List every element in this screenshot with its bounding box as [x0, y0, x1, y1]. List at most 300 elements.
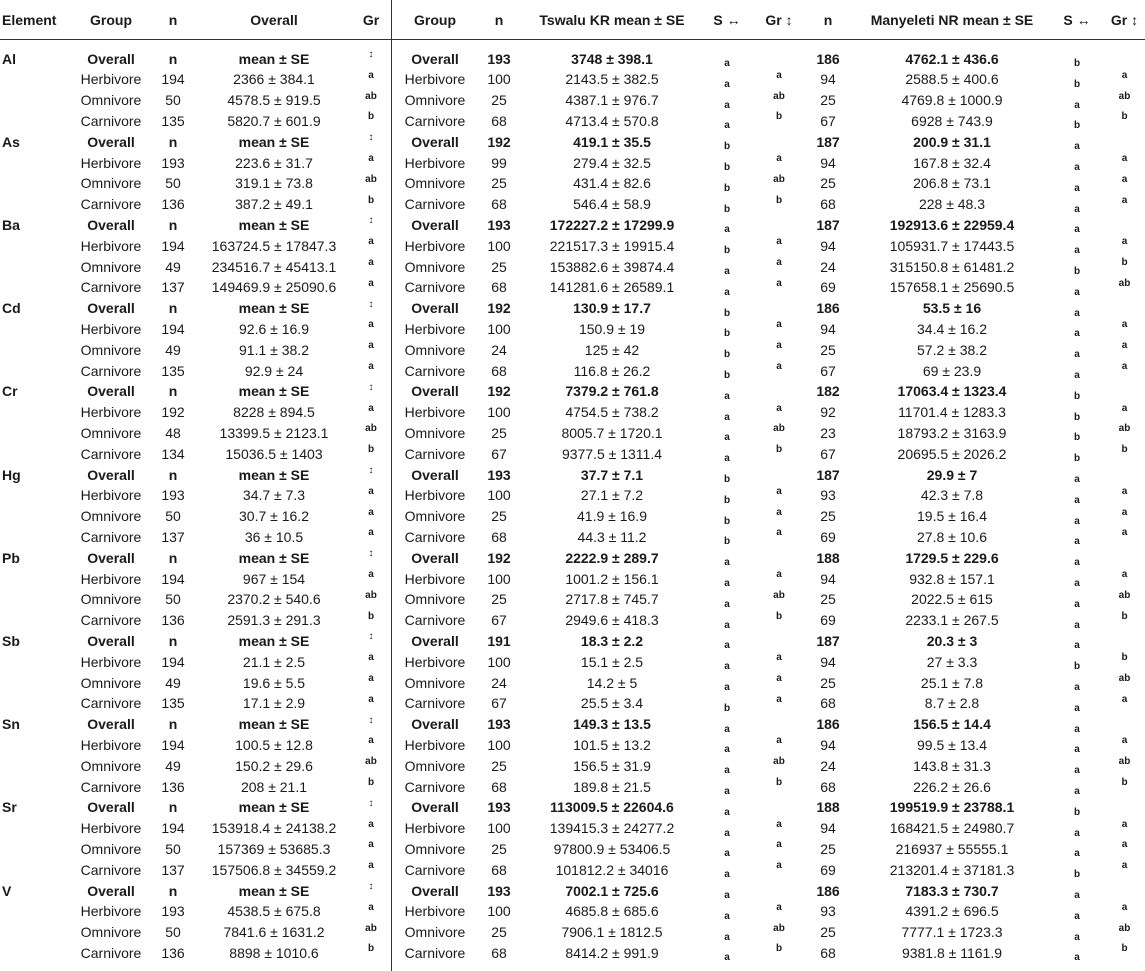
cell-m-gr: a [1121, 901, 1128, 913]
cell-overall: mean ± SE [238, 882, 310, 899]
cell-t-mean: 130.9 ± 17.7 [573, 300, 651, 317]
cell-t-mean: 37.7 ± 7.1 [580, 466, 644, 483]
cell-t-gr: a [776, 693, 782, 705]
cell-t-s: a [724, 723, 730, 735]
cell-overall: mean ± SE [238, 632, 310, 649]
cell-t-gr: a [776, 340, 782, 352]
cell-t-gr: a [776, 236, 782, 248]
cell-m-n: 68 [820, 944, 836, 961]
cell-gr: a [368, 527, 374, 539]
table-row [0, 422, 1145, 443]
cell-overall: mean ± SE [238, 799, 310, 816]
cell-m-s: b [1073, 266, 1081, 277]
cell-t-gr: a [776, 901, 782, 913]
cell-t-n: 68 [491, 362, 507, 379]
cell-t-n: 68 [491, 112, 507, 129]
table-row [0, 651, 1145, 672]
cell-t-gr [756, 214, 802, 236]
cell-m-mean: 156.5 ± 14.4 [913, 716, 991, 733]
cell-m-mean: 216937 ± 55555.1 [895, 840, 1009, 857]
cell-group: Omnivore [80, 508, 142, 525]
cell-t-gr [756, 547, 802, 569]
cell-m-n: 186 [816, 300, 840, 317]
cell-n: n [168, 466, 178, 483]
cell-m-mean: 228 ± 48.3 [918, 196, 986, 213]
cell-m-gr: ab [1118, 423, 1131, 435]
cell-t-s: b [723, 370, 731, 381]
cell-m-gr: a [1121, 69, 1128, 81]
cell-m-s: a [1074, 286, 1080, 298]
cell-t-gr: ab [773, 423, 785, 435]
cell-t-s: a [724, 99, 730, 111]
cell-t-gr [756, 48, 802, 70]
cell-t-n: 67 [491, 612, 507, 629]
cell-gr: ↕ [368, 215, 374, 227]
cell-n: 135 [161, 695, 185, 712]
cell-m-n: 94 [820, 237, 836, 254]
cell-t-group: Omnivore [404, 674, 466, 691]
cell-m-n: 93 [820, 487, 836, 504]
cell-m-n: 186 [816, 50, 840, 67]
cell-overall: mean ± SE [238, 549, 310, 566]
table-row [0, 194, 1145, 215]
table-row [0, 942, 1145, 963]
element-label: Sn [2, 716, 20, 733]
cell-t-group: Overall [411, 799, 459, 816]
cell-n: 50 [165, 924, 181, 941]
cell-group: Omnivore [80, 341, 142, 358]
table-row-overall [0, 131, 1145, 152]
cell-m-gr: a [1121, 485, 1128, 497]
cell-t-group: Herbivore [404, 487, 466, 504]
table-row [0, 339, 1145, 360]
cell-gr: ↕ [368, 381, 374, 393]
element-label: Al [2, 50, 16, 67]
cell-t-group: Herbivore [404, 903, 466, 920]
cell-t-n: 192 [487, 549, 511, 566]
cell-group: Overall [87, 882, 135, 899]
cell-m-mean: 7183.3 ± 730.7 [905, 882, 999, 899]
table-row [0, 922, 1145, 943]
header-element: Element [2, 11, 57, 28]
table-row [0, 859, 1145, 880]
cell-t-gr: ab [773, 922, 785, 934]
cell-overall: mean ± SE [238, 133, 310, 150]
cell-t-n: 24 [491, 341, 507, 358]
cell-overall: mean ± SE [238, 300, 310, 317]
cell-overall: mean ± SE [238, 466, 310, 483]
cell-m-s: a [1074, 328, 1080, 340]
cell-m-s: a [1074, 848, 1080, 860]
cell-t-n: 68 [491, 196, 507, 213]
table-row [0, 901, 1145, 922]
cell-m-s: a [1074, 890, 1080, 901]
cell-overall: 4578.5 ± 919.5 [227, 92, 321, 109]
cell-n: n [168, 549, 178, 566]
cell-m-gr: a [1121, 340, 1128, 352]
cell-group: Overall [87, 632, 135, 649]
cell-t-group: Omnivore [404, 840, 466, 857]
cell-overall: 34.7 ± 7.3 [242, 487, 306, 504]
cell-overall: 5820.7 ± 601.9 [227, 112, 321, 129]
table-row [0, 734, 1145, 755]
cell-t-n: 25 [491, 757, 507, 774]
cell-gr: ↕ [368, 797, 374, 809]
cell-gr: a [368, 818, 374, 830]
cell-gr: b [367, 943, 375, 955]
header-group: Group [90, 11, 132, 28]
cell-m-n: 94 [820, 320, 836, 337]
cell-t-group: Carnivore [404, 528, 466, 545]
cell-m-mean: 42.3 ± 7.8 [920, 487, 984, 504]
cell-m-s: b [1073, 411, 1081, 423]
header-gr: Gr [362, 11, 380, 28]
cell-gr: ab [365, 423, 377, 435]
cell-gr: a [368, 319, 374, 331]
cell-t-group: Overall [411, 716, 459, 733]
table-row [0, 90, 1145, 111]
cell-t-mean: 9377.5 ± 1311.4 [561, 445, 663, 462]
cell-overall: 234516.7 ± 45413.1 [211, 258, 337, 275]
cell-group: Overall [87, 133, 135, 150]
cell-t-mean: 113009.5 ± 22604.6 [550, 799, 674, 816]
cell-gr: b [367, 777, 375, 788]
cell-m-gr: a [1121, 173, 1128, 185]
cell-m-s: b [1073, 869, 1081, 881]
cell-t-group: Herbivore [404, 570, 466, 587]
cell-m-mean: 2588.5 ± 400.6 [905, 71, 999, 88]
cell-m-n: 25 [820, 674, 836, 691]
element-label: As [2, 133, 20, 150]
cell-t-s: a [724, 682, 730, 693]
cell-m-s: a [1074, 307, 1080, 319]
cell-group: Carnivore [80, 445, 142, 462]
cell-t-n: 193 [487, 216, 511, 233]
cell-m-mean: 932.8 ± 157.1 [909, 570, 995, 587]
cell-m-s: b [1073, 58, 1081, 69]
table-row-overall [0, 630, 1145, 651]
header-manyeleti-gr: Gr ↕ [1110, 11, 1139, 28]
cell-n: 137 [161, 279, 185, 296]
cell-n: 49 [165, 757, 181, 774]
cell-t-n: 100 [487, 736, 511, 753]
cell-overall: 91.1 ± 38.2 [239, 341, 309, 358]
cell-group: Overall [87, 549, 135, 566]
cell-t-mean: 221517.3 ± 19915.4 [549, 237, 675, 254]
header-tswalu-gr: Gr ↕ [765, 11, 793, 28]
cell-m-mean: 168421.5 ± 24980.7 [889, 820, 1015, 837]
cell-m-s: a [1074, 744, 1080, 756]
cell-m-s: a [1074, 162, 1080, 173]
cell-t-s: a [724, 827, 730, 839]
cell-m-s: a [1074, 952, 1080, 964]
cell-t-group: Carnivore [404, 695, 466, 712]
cell-t-group: Herbivore [404, 154, 466, 171]
cell-t-group: Carnivore [404, 778, 466, 795]
cell-t-gr: a [776, 277, 782, 289]
cell-t-n: 100 [487, 570, 511, 587]
cell-m-mean: 213201.4 ± 37181.3 [889, 861, 1015, 878]
cell-overall: 8228 ± 894.5 [233, 404, 315, 421]
cell-group: Carnivore [80, 944, 142, 961]
cell-t-group: Carnivore [404, 196, 466, 213]
cell-t-s: a [724, 848, 730, 860]
cell-t-n: 68 [491, 944, 507, 961]
cell-m-s: a [1074, 224, 1080, 236]
cell-m-mean: 1729.5 ± 229.6 [905, 549, 999, 566]
table-row-overall [0, 214, 1145, 235]
cell-m-s: b [1073, 661, 1081, 673]
cell-m-mean: 53.5 ± 16 [922, 300, 982, 317]
cell-m-gr: b [1121, 652, 1128, 664]
cell-t-mean: 7906.1 ± 1812.5 [561, 924, 663, 941]
cell-m-n: 25 [820, 92, 836, 109]
cell-group: Omnivore [80, 924, 142, 941]
header-tswalu-group: Group [414, 11, 456, 28]
table-row [0, 173, 1145, 194]
cell-m-gr [1104, 630, 1145, 652]
cell-gr: a [368, 652, 374, 664]
cell-gr: ↕ [368, 132, 374, 144]
cell-overall: 387.2 ± 49.1 [235, 196, 313, 213]
cell-m-gr [1104, 298, 1145, 320]
cell-m-n: 69 [820, 612, 836, 629]
cell-t-n: 193 [487, 50, 511, 67]
cell-m-n: 187 [816, 466, 840, 483]
cell-m-gr: b [1121, 257, 1128, 268]
cell-m-s: a [1074, 557, 1080, 569]
cell-t-s: a [724, 598, 730, 610]
cell-m-mean: 6928 ± 743.9 [911, 112, 993, 129]
cell-t-n: 99 [491, 154, 507, 171]
cell-m-s: a [1074, 182, 1080, 194]
cell-m-n: 25 [820, 508, 836, 525]
cell-t-n: 25 [491, 92, 507, 109]
cell-overall: 319.1 ± 73.8 [235, 175, 313, 192]
cell-t-gr: a [776, 569, 782, 580]
cell-overall: 92.9 ± 24 [244, 362, 304, 379]
cell-t-mean: 8005.7 ± 1720.1 [561, 424, 663, 441]
cell-n: n [168, 383, 178, 400]
header-overall: Overall [250, 11, 298, 28]
header-tswalu-n: n [494, 11, 504, 28]
cell-t-s: b [723, 162, 731, 173]
table-row-overall [0, 464, 1145, 485]
element-label: Cd [2, 300, 21, 317]
cell-n: 136 [161, 196, 185, 213]
cell-overall: 149469.9 ± 25090.6 [211, 279, 337, 296]
table-row-overall [0, 714, 1145, 735]
cell-t-gr: a [776, 839, 782, 851]
table-row [0, 69, 1145, 90]
cell-group: Omnivore [80, 258, 142, 275]
table-row [0, 755, 1145, 776]
cell-group: Overall [87, 216, 135, 233]
cell-group: Omnivore [80, 840, 142, 857]
cell-t-gr [756, 381, 802, 403]
cell-gr: a [368, 735, 374, 747]
cell-t-s: a [724, 578, 730, 589]
cell-group: Herbivore [80, 903, 142, 920]
cell-group: Carnivore [80, 196, 142, 213]
header-n: n [168, 11, 178, 28]
cell-group: Carnivore [80, 778, 142, 795]
cell-t-mean: 419.1 ± 35.5 [573, 133, 651, 150]
header-rule [0, 39, 1145, 40]
cell-gr: a [368, 277, 374, 289]
cell-t-gr: a [776, 361, 782, 372]
cell-n: 193 [161, 903, 185, 920]
table-row [0, 568, 1145, 589]
cell-t-group: Herbivore [404, 237, 466, 254]
cell-t-s: a [724, 765, 730, 777]
element-label: Ba [2, 216, 20, 233]
cell-gr: ab [365, 90, 377, 102]
cell-m-s: b [1073, 806, 1081, 818]
cell-t-s: a [724, 910, 730, 922]
cell-gr: a [368, 361, 374, 372]
cell-overall: 4538.5 ± 675.8 [227, 903, 321, 920]
cell-n: n [168, 716, 178, 733]
cell-m-s: a [1074, 578, 1080, 589]
cell-overall: 8898 ± 1010.6 [229, 944, 319, 961]
cell-overall: 17.1 ± 2.9 [242, 695, 306, 712]
cell-t-mean: 149.3 ± 13.5 [573, 716, 651, 733]
table-row [0, 589, 1145, 610]
cell-m-mean: 143.8 ± 31.3 [913, 757, 991, 774]
cell-m-n: 25 [820, 840, 836, 857]
cell-t-s: b [723, 203, 731, 215]
cell-t-group: Overall [411, 882, 459, 899]
cell-m-n: 25 [820, 924, 836, 941]
cell-m-n: 187 [816, 133, 840, 150]
cell-n: 194 [161, 570, 185, 587]
cell-gr: a [368, 673, 374, 684]
cell-m-n: 186 [816, 716, 840, 733]
header-manyeleti-site: S ↔ [1063, 11, 1091, 28]
cell-m-mean: 4762.1 ± 436.6 [905, 50, 999, 67]
cell-t-group: Carnivore [404, 612, 466, 629]
cell-gr: ab [365, 756, 377, 768]
cell-gr: a [368, 839, 374, 851]
cell-t-mean: 546.4 ± 58.9 [573, 196, 651, 213]
cell-m-gr: ab [1118, 90, 1131, 102]
cell-overall: 15036.5 ± 1403 [225, 445, 323, 462]
cell-m-gr: a [1121, 236, 1128, 248]
table-row [0, 776, 1145, 797]
cell-group: Carnivore [80, 112, 142, 129]
header-manyeleti-n: n [823, 11, 833, 28]
cell-t-group: Herbivore [404, 820, 466, 837]
cell-n: 194 [161, 71, 185, 88]
cell-m-mean: 192913.6 ± 22959.4 [889, 216, 1015, 233]
cell-t-gr: b [775, 444, 783, 456]
cell-n: 136 [161, 778, 185, 795]
cell-m-mean: 206.8 ± 73.1 [913, 175, 991, 192]
cell-m-s: b [1073, 390, 1081, 402]
cell-t-group: Omnivore [404, 757, 466, 774]
cell-t-group: Herbivore [404, 404, 466, 421]
cell-t-group: Omnivore [404, 924, 466, 941]
cell-overall: 150.2 ± 29.6 [235, 757, 313, 774]
cell-n: 49 [165, 258, 181, 275]
cell-group: Herbivore [80, 237, 142, 254]
cell-m-gr: ab [1118, 277, 1131, 289]
table-row [0, 672, 1145, 693]
cell-t-n: 100 [487, 653, 511, 670]
cell-t-s: a [724, 640, 730, 652]
cell-m-mean: 2233.1 ± 267.5 [905, 612, 999, 629]
cell-m-gr: a [1121, 361, 1128, 372]
cell-t-mean: 101.5 ± 13.2 [573, 736, 651, 753]
cell-t-s: b [723, 307, 731, 319]
cell-t-group: Omnivore [404, 341, 466, 358]
cell-t-group: Herbivore [404, 320, 466, 337]
cell-t-group: Overall [411, 383, 459, 400]
cell-m-s: a [1074, 141, 1080, 153]
cell-t-s: a [724, 266, 730, 277]
cell-m-n: 187 [816, 216, 840, 233]
cell-m-gr: a [1121, 569, 1128, 580]
cell-m-gr: a [1121, 839, 1128, 851]
cell-t-mean: 25.5 ± 3.4 [580, 695, 644, 712]
cell-t-gr: a [776, 485, 782, 497]
cell-t-gr [756, 131, 802, 153]
cell-m-s: a [1074, 682, 1080, 693]
cell-gr: b [367, 444, 375, 456]
cell-gr: ↕ [368, 49, 374, 60]
cell-group: Carnivore [80, 528, 142, 545]
table-row-overall [0, 797, 1145, 818]
cell-group: Herbivore [80, 404, 142, 421]
cell-m-s: a [1074, 619, 1080, 631]
cell-t-group: Omnivore [404, 175, 466, 192]
cell-t-s: a [724, 931, 730, 943]
table-row-overall [0, 880, 1145, 901]
cell-t-gr: b [775, 777, 783, 788]
cell-group: Overall [87, 716, 135, 733]
cell-m-mean: 20695.5 ± 2026.2 [897, 445, 1007, 462]
cell-gr: a [368, 506, 374, 518]
cell-m-gr: a [1121, 506, 1128, 518]
cell-gr: a [368, 693, 374, 705]
cell-t-s: b [723, 515, 731, 527]
cell-m-gr: a [1121, 194, 1128, 206]
cell-overall: 2591.3 ± 291.3 [227, 612, 321, 629]
cell-overall: mean ± SE [238, 716, 310, 733]
cell-m-s: b [1073, 78, 1081, 90]
cell-t-mean: 7379.2 ± 761.8 [565, 383, 659, 400]
cell-t-s: a [724, 453, 730, 465]
cell-m-s: a [1074, 370, 1080, 381]
cell-n: 192 [161, 404, 185, 421]
cell-n: 194 [161, 736, 185, 753]
table-row [0, 485, 1145, 506]
cell-t-group: Herbivore [404, 71, 466, 88]
table-row [0, 402, 1145, 423]
cell-m-n: 182 [816, 383, 840, 400]
cell-m-mean: 2022.5 ± 615 [911, 591, 993, 608]
cell-gr: b [367, 194, 375, 206]
cell-m-gr: a [1121, 693, 1128, 705]
cell-t-gr [756, 714, 802, 736]
cell-t-group: Herbivore [404, 736, 466, 753]
cell-gr: ↕ [368, 465, 374, 476]
cell-m-gr [1104, 547, 1145, 569]
cell-overall: 100.5 ± 12.8 [235, 736, 313, 753]
cell-m-gr: a [1121, 527, 1128, 539]
cell-t-mean: 279.4 ± 32.5 [573, 154, 651, 171]
